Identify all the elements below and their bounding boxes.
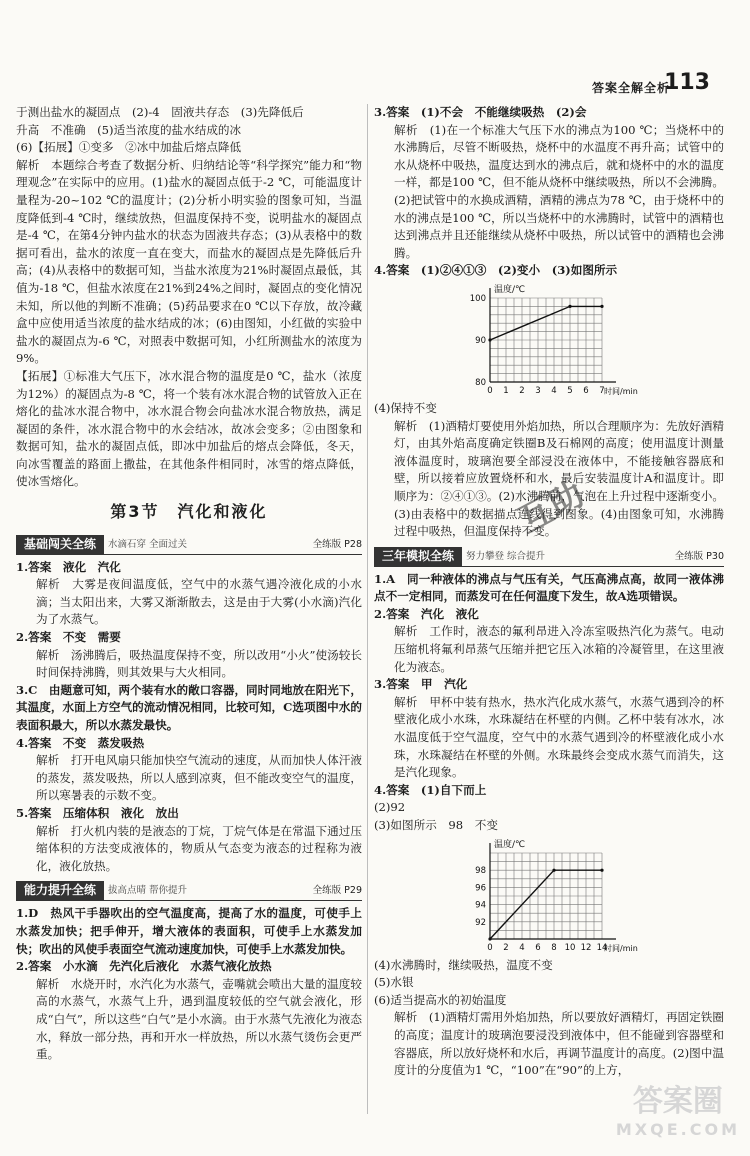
header-tag: 答案全解全析 (591, 81, 670, 95)
analysis-text: 解析 (1)酒精灯要使用外焰加热，所以合理顺序为：先放好酒精灯，由其外焰高度确定铁圈B及石棉网的高度；使用温度计测量液体温度时，玻璃泡要全部浸没在液体中，不能接触容器底和壁，所以接着应放置烧杯和水，最后安装温度计A和温度计。即顺序为：②④①③。(2)水沸腾前，气泡在上升过程中逐渐变小。(3)由表格中的数据描点连线得到图象。(4)由图象可知，水沸腾过程中吸热，但温度保持不变。 (394, 418, 724, 539)
x-tick-label: 8 (551, 942, 557, 953)
data-point (552, 868, 555, 871)
x-tick-label: 7 (599, 385, 605, 396)
x-tick-label: 3 (535, 385, 541, 396)
banner-subtitle: 水滴石穿 全面过关 (108, 538, 188, 550)
column-divider (367, 104, 368, 1114)
right-column (374, 104, 724, 1080)
section-title: 第3节 汽化和液化 (110, 502, 268, 522)
x-axis-label: 时间/min (604, 943, 638, 953)
x-tick-label: 0 (487, 385, 493, 396)
x-tick-label: 2 (503, 942, 509, 953)
analysis-text: 解析 汤沸腾后，吸热温度保持不变，所以改用“小火”使汤较长时间保持沸腾，则其效果与大火相同。 (36, 647, 362, 680)
banner-page-ref: 全练版 P28 (312, 538, 362, 550)
y-tick-label: 92 (475, 917, 486, 928)
chart-boiling-2 (374, 835, 724, 957)
y-tick-label: 90 (475, 335, 486, 346)
banner-page-ref: 全练版 P29 (312, 885, 362, 897)
y-axis-label: 温度/℃ (494, 839, 526, 850)
ability-answers (16, 905, 362, 1063)
answer-line: (4)水沸腾时，继续吸热，温度不变 (374, 957, 553, 972)
answer-line: 3.C 由题意可知，两个装有水的敞口容器，同时同地放在阳光下，其温度，水面上方空气的流动情况相同，比较可知，C选项图中水的表面积最大，所以水蒸发最快。 (16, 682, 362, 732)
answer-line: 5.答案 压缩体积 液化 放出 (16, 805, 179, 820)
banner-subtitle: 努力攀登 综合提升 (466, 550, 546, 562)
analysis-text: 解析 打火机内装的是液态的丁烷，丁烷气体是在常温下通过压缩体积的方法变成液体的，物质从气态变为液态的过程称为液化，液化放热。 (36, 823, 362, 873)
y-tick-label: 96 (475, 882, 486, 893)
x-tick-label: 1 (503, 385, 509, 396)
answer-line: 1.A 同一种液体的沸点与气压有关，气压高沸点高，故同一液体沸点不一定相同，而蒸发可在任何温度下发生，故A选项错误。 (374, 571, 724, 604)
section-banner-ability (16, 881, 362, 901)
x-axis-label: 时间/min (604, 386, 638, 396)
data-point (600, 868, 603, 871)
answer-line: (6)适当提高水的初始温度 (374, 992, 507, 1007)
answer-line: 4.答案 不变 蒸发吸热 (16, 735, 145, 750)
y-tick-label: 98 (475, 865, 486, 876)
ink-stamp: 互助 (511, 474, 591, 542)
x-tick-label: 14 (596, 942, 608, 953)
analysis-text: 解析 打开电风扇只能加快空气流动的速度，从而加快人体汗液的蒸发，蒸发吸热，所以人感到凉爽，但不能改变空气的温度，所以寒暑表的示数不变。 (36, 753, 362, 803)
analysis-text: 解析 本题综合考查了数据分析、归纳结论等“科学探究”能力和“物理观念”在实际中的应用。(1)盐水的凝固点低于-2 ℃，可能温度计量程为-20~102 ℃的温度计；(2)分析小明实验的图象可知，当温度降低到-4 ℃时，继续放热，但温度保持不变，说明盐水的凝固点是-4 ℃，在第4分钟内盐水的状态为固液共存态；(3)从表格中的数据可看出，盐水的浓度一直在变大，而盐水的凝固点是先降低后升高；(4)从表格中的数据可知，当盐水浓度为21%时凝固点最低，其值为-18 ℃，但盐水浓度在21%到24%之间时，凝固点的变化情况未知，所以他的判断不准确；(5)药品要求在0 ℃以下存放，故冷藏盒中应使用适当浓度的盐水结成的冰；(6)由图知，小红做的实验中盐水的凝固点为-6 ℃，对照表中数据可知，小红所测盐水的浓度为9%。 (16, 157, 362, 366)
x-tick-label: 2 (519, 385, 525, 396)
page-number: 113 (664, 70, 710, 95)
analysis-text: 解析 (1)在一个标准大气压下水的沸点为100 ℃；当烧杯中的水沸腾后，尽管不断吸热，烧杯中的水温度不再升高；试管中的水从烧杯中吸热，温度达到水的沸点后，就和烧杯中的水的温度一样，都是100 ℃，但不能从烧杯中继续吸热，所以不会沸腾。(2)把试管中的水换成酒精，酒精的沸点为78 ℃，由于烧杯中的水的沸点是100 ℃，所以当烧杯中的水沸腾时，试管中的酒精也达到沸点并且还能继续从烧杯中吸热，所以试管中的酒精也会沸腾。 (394, 122, 724, 260)
watermark-url: MXQE.COM (615, 1120, 740, 1139)
x-tick-label: 6 (535, 942, 541, 953)
x-tick-label: 10 (564, 942, 576, 953)
answer-line: 2.答案 汽化 液化 (374, 606, 479, 621)
analysis-text: 解析 甲杯中装有热水，热水汽化成水蒸气，水蒸气遇到冷的杯壁液化成小水珠，水珠凝结在杯壁的内侧。乙杯中装有冰水，冰水温度低于空气温度，空气中的水蒸气遇到冷的杯壁液化成小水珠，水珠凝结在杯壁的外侧。水珠最终会变成水蒸气而消失，这是汽化现象。 (394, 694, 724, 780)
chart-boiling-1 (374, 280, 724, 400)
answer-line: (3)如图所示 98 不变 (374, 818, 498, 832)
banner-title: 基础闯关全练 (16, 535, 104, 554)
data-point (568, 305, 571, 308)
banner-title: 能力提升全练 (16, 881, 104, 900)
answer-line: (5)水银 (374, 975, 414, 990)
answer-line: 2.答案 不变 需要 (16, 630, 121, 645)
analysis-text: 解析 工作时，液态的氟利昂进入冷冻室吸热汽化为蒸气。电动压缩机将氟利昂蒸气压缩并把它压入冰箱的冷凝管里，在这里液化为液态。 (394, 624, 724, 674)
y-tick-label: 80 (475, 377, 486, 388)
x-tick-label: 6 (583, 385, 589, 396)
banner-page-ref: 全练版 P30 (674, 550, 724, 562)
data-point (488, 937, 491, 940)
answer-line: 4.答案 (1)②④①③ (2)变小 (3)如图所示 (374, 263, 618, 278)
data-point (600, 305, 603, 308)
y-axis-label: 温度/℃ (494, 284, 526, 295)
sim-answers (374, 571, 724, 782)
x-tick-label: 4 (519, 942, 525, 953)
answer-line: (4)保持不变 (374, 400, 437, 415)
extension-text: 【拓展】①标准大气压下，冰水混合物的温度是0 ℃，盐水（浓度为12%）的凝固点为-8 ℃，将一个装有冰水混合物的试管放入正在熔化的盐冰水混合物中，冰水混合物会向盐冰水混合物放热，满足凝固的条件，冰水混合物中的水会结冰，故冰会变多；②由图象和数据可知，盐水的凝固点低，即冰中加盐后的熔点会降低，冬天，向冰雪覆盖的路面上撒盐，在其他条件相同时，冰雪的熔点降低，使冰雪熔化。 (16, 368, 362, 489)
answer-line: 3.答案 (1)不会 不能继续吸热 (2)会 (374, 105, 587, 119)
analysis-text: 解析 大雾是夜间温度低，空气中的水蒸气遇冷液化成的小水滴；当太阳出来，大雾又渐渐散去，这是由于大雾(小水滴)汽化为了水蒸气。 (36, 577, 362, 627)
data-point (488, 338, 491, 341)
answer-line: 2.答案 小水滴 先汽化后液化 水蒸气液化放热 (16, 959, 272, 974)
answer-line: 1.D 热风干手器吹出的空气温度高，提高了水的温度，可使手上水蒸发加快；把手伸开，增大液体的表面积，可使手上水蒸发加快；吹出的风使手表面空气流动速度加快，可使手上水蒸发加快。 (16, 906, 362, 956)
watermark (615, 1084, 740, 1144)
analysis-text: 解析 (1)酒精灯需用外焰加热，所以要放好酒精灯，再固定铁圈的高度；温度计的玻璃泡要浸没到液体中，但不能碰到容器壁和容器底，所以放好烧杯和水后，再调节温度计的高度。(2)图中温度计的分度值为1 ℃，“100”在“90”的上方， (394, 1010, 724, 1078)
answer-line: 3.答案 甲 汽化 (374, 677, 468, 692)
analysis-text: 解析 水烧开时，水汽化为水蒸气，壶嘴就会喷出大量的温度较高的水蒸气，水蒸气上升，遇到温度较低的空气就会液化，形成“白气”，所以这些“白气”是小水滴。由于水蒸气先液化为液态水，释放一部分热，再和开水一样放热，所以水蒸气烫伤会更严重。 (36, 976, 362, 1062)
x-tick-label: 0 (487, 942, 493, 953)
x-tick-label: 12 (580, 942, 592, 953)
answer-line: 4.答案 (1)自下而上 (374, 782, 487, 797)
left-column (16, 104, 362, 1064)
basic-answers (16, 559, 362, 876)
x-tick-label: 4 (551, 385, 557, 396)
answer-line: 1.答案 液化 汽化 (16, 559, 121, 574)
y-tick-label: 100 (469, 293, 486, 304)
watermark-main: 答案圈 (632, 1084, 723, 1119)
x-tick-label: 5 (567, 385, 573, 396)
banner-title: 三年模拟全练 (374, 547, 462, 566)
answer-line: 于测出盐水的凝固点 (2)-4 固液共存态 (3)先降低后 (16, 105, 304, 119)
answer-line: 升高 不准确 (5)适当浓度的盐水结成的冰 (16, 122, 242, 137)
answer-line: (2)92 (374, 800, 406, 815)
y-tick-label: 94 (475, 900, 486, 911)
answer-line: (6)【拓展】①变多 ②冰中加盐后熔点降低 (16, 140, 242, 155)
banner-subtitle: 拔高点晴 帮你提升 (108, 885, 188, 897)
section-banner-basic (16, 535, 362, 555)
